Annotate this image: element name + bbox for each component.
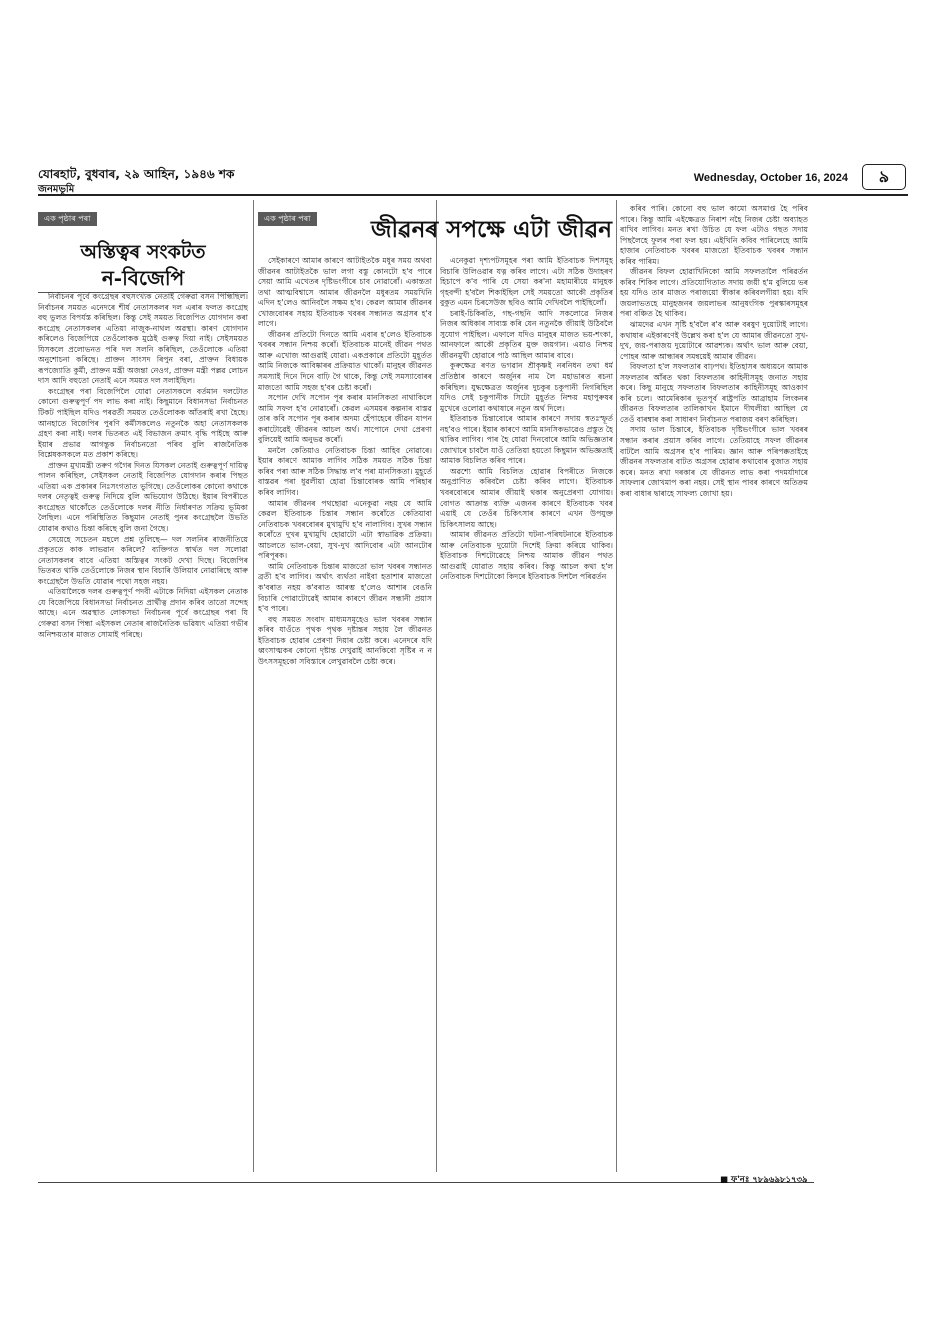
header-divider: [38, 194, 908, 196]
paragraph: সেইকাৰণে আমাৰ কাৰণে আটাইতকৈ মধুৰ সময় অথবা জীৱনৰ আটাইতকৈ ভাল লগা বস্তু কোনটো হ'ব পাৰে সেয়া আমি এখেতৰ দৃষ্টিভংগীৰে চাব নোৱাৰোঁ। একান্ততা তথা আত্মবিশ্বাসে আমাৰ জীৱনলৈ মধুৰতম সময়খিনি এদিন হ'লেও আনিবলৈ সক্ষম হ'ব। কেৱল আমাৰ জীৱনৰ খোজবোৰৰ সহায় ইতিবাচক খবৰৰ সন্ধানত অগ্ৰসৰ হ'ব লাগে।: [258, 256, 432, 329]
english-date: Wednesday, October 16, 2024: [693, 172, 848, 184]
paragraph: বহু সময়ত সংবাদ মাধ্যমসমূহেও ভাল খবৰৰ সন্ধান কৰিব যাওঁতে পৃথক পৃথক দৃষ্টান্তৰ সহায় লৈ জীৱনত ইতিবাচক হোৱাৰ প্ৰেৰণা দিয়াৰ চেষ্টা কৰে। এনেদৰে যদি ধ্বংসাত্মকৰ কোনো দৃষ্টান্ত দেখুৱাই আনকিবো সৃষ্টিৰ ন ন উৎসসমূহকো সবিস্তাৰে লেখুৱাবলৈ চেষ্টা কৰে।: [258, 614, 432, 666]
paragraph: ঝামদেৱ এখন সৃষ্টি হ'বলৈ ৰ'ব আৰু বৰষুণ দুয়োটাই লাগে। কথাষাৰ এইকাৰণেই উল্লেখ কৰা হ'ল যে আমাৰ জীৱনতো সুখ-দুখ, জয়-পৰাজয় দুয়োটাৰে আৱশ্যক। অৰ্থাৎ ভাল আৰু বেয়া, পোহৰ আৰু আন্ধাৰৰ সমন্বয়েই আমাৰ জীৱন।: [620, 320, 808, 361]
paragraph: মনলৈ কেতিয়াও নেতিবাচক চিন্তা আহিব নোৱাৰে। ইয়াৰ কাৰণে আমাক লাগিব সঠিক সময়ত সঠিক চিন্তা কৰিব পৰা আৰু সঠিক সিদ্ধান্ত ল'ব পৰা মানসিকতা। মুহূৰ্তে বাস্তৱৰ পৰা ধুৱলীয়া হোৱা চিন্তাবোৰক আমি পৰিহাৰ কৰিব লাগিব।: [258, 445, 432, 498]
page-number: ৯: [862, 164, 906, 190]
paragraph: জীৱনৰ বিফল হোৱাখিনিকো আমি সফলতালৈ পৰিৱৰ্তন কৰিব শিকিব লাগে। প্ৰতিযোগিতাত সদায় জয়ী হ'ম বুলিয়ে ভৰ হয় যদিও তাৰ মাজত পৰাজয়ো স্বীকাৰ কৰিবলগীয়া হয়। যদি জয়লাভতহে মানুহজনৰ জয়লাভৰ আনুষংগিক পুৰস্কাৰসমূহৰ পৰা বঞ্চিত হৈ থাকিব।: [620, 267, 808, 319]
main-article-column-2: [440, 256, 613, 1171]
column-divider: [616, 200, 617, 1172]
paragraph: সপোন দেখি সপোন পূৰ কৰাৰ মানসিকতা নাথাকিলে আমি সফল হ'ব নোৱাৰোঁ। কেৱল এসময়ৰ কল্পনাৰ বাস্তৱ তাৰ কবি সপোন পূৰ কৰাৰ অদম্য হেঁপাহেৰে জীৱন যাপন কৰাটোৱেই জীৱনৰ আচল অৰ্থ। সাপোনে দেখা প্ৰেৰণা বুলিয়েই আমি অনুভৱ কৰোঁ।: [258, 393, 432, 445]
paragraph: এতিয়ালৈকে দলৰ গুৰুত্বপূৰ্ণ পদবী এটাকে নিদিয়া এইসকল নেতাক যে বিজেপিয়ে বিধানসভা নিৰ্বাচনত প্ৰাৰ্থীত্ব প্ৰদান কৰিব তাতো সন্দেহ আছে। এনে অৱস্থাত লোকসভা নিৰ্বাচনৰ পূৰ্বে কংগ্ৰেছৰ পৰা যি গেৰুৱা বসন পিন্ধা এইসকল নেতাৰ ৰাজনৈতিক ভৱিষ্যৎ এতিয়া গভীৰ অনিশ্চয়তাৰ মাজত সোমাই পৰিছে।: [38, 587, 248, 639]
paragraph: সদায় ভাল চিন্তাৰে, ইতিবাচক দৃষ্টিভংগীৰে ভাল খবৰৰ সন্ধান কৰাৰ প্ৰয়াস কৰিব লাগে। তেতিয়াহে সফল জীৱনৰ বাটলৈ আমি অগ্ৰসৰ হ'ব পাৰিম। জ্ঞান আৰু পৰিপক্কতাইহে জীৱনৰ সফলতাৰ বাটত অগ্ৰসৰ হোৱাৰ কথাবোৰ বুজাত সহায় কৰে। মনত ৰখা দৰকাৰ যে জীৱনত লাভ কৰা পদমৰ্যাদাৰে সাফল্যৰ জোখমাপ কৰা নহয়। সেই স্থান পাবৰ কাৰণে অতিক্ৰম কৰা বাধাৰ দ্বাৰাহে সাফল্য জোখা হয়।: [620, 425, 808, 498]
main-article-column-1: [258, 256, 432, 1171]
page-header: [38, 160, 908, 195]
paragraph: আমাৰ জীৱনৰ পথছোৱা এনেকুৱা নহয় যে আমি কেৱল ইতিবাচক চিন্তাৰ সন্ধান কৰোঁতে কেতিয়াবা নেতিবাচক খবৰবোৰৰ মুখামুখি হ'ব নালাগিব। সুখৰ সন্ধান কৰোঁতে দুখৰ মুখামুখি হোৱাটো এটা স্বাভাৱিক প্ৰক্ৰিয়া। আচলতে ভাল-বেয়া, সুখ-দুখ আদিবোৰ এটা আনটোৰ পৰিপূৰক।: [258, 498, 432, 561]
paragraph: আমাৰ জীৱনত প্ৰতিটো ঘটনা-পৰিঘটনাৰে ইতিবাচক আৰু নেতিবাচক দুয়োটা দিশেই ক্ৰিয়া কৰিয়ে থাকিব। ইতিবাচক দিশটোৱেহে নিশ্চয় আমাক জীৱন পথত আগুৱাই যোৱাত সহায় কৰিব। কিন্তু আচল কথা হ'ল নেতিবাচক দিশটোকো কিদৰে ইতিবাচক দিশলৈ পৰিৱৰ্তন: [440, 530, 613, 582]
paragraph: নিৰ্বাচনৰ পূৰ্বে কংগ্ৰেছৰ বহুসংখ্যক নেতাই গেৰুৱা বসন পিন্ধিছিল। নিৰ্বাচনৰ সময়ত এনেদৰে শীৰ্ষ নেতাসকলৰ দল এৰাৰ ফলত কংগ্ৰেছ বহু ভুলত বিপৰ্যস্ত কৰিছিল। কিন্তু সেই সময়ত বিজেপিত যোগদান কৰা কংগ্ৰেছ নেতাসকলৰ এতিয়া নাজুক-নাথল অৱস্থা। কাৰণ যোগদান কৰিলেও বিজেপিয়ে তেওঁলোকক মুঠেই গুৰুত্ব দিয়া নাই। সেইসময়ত যিসকলে প্ৰলোভনত পৰি দল সলনি কৰিছিল, তেওঁলোকে এতিয়া অনুশোচনা কৰিছে। প্ৰাক্তন সাংসদ ৰিপুন বৰা, প্ৰাক্তন বিধায়ক ৰূপজ্যোতি কুৰ্মী, প্ৰাক্তন মন্ত্ৰী অজন্তা নেওগ, প্ৰাক্তন মন্ত্ৰী পল্লৱ লোচন দাস আদি বহুতো নেতাই এনে সময়ত দল সলাইছিল।: [38, 292, 248, 386]
paragraph: জীৱনৰ প্ৰতিটো দিনতে আমি এবাৰ হ'লেও ইতিবাচক খবৰৰ সন্ধান নিশ্চয় কৰোঁ। ইতিবাচক মানেই জীৱন পথত আৰু এখোজ আগুৱাই যোৱা। একপ্ৰকাৰে প্ৰতিটো মুহূৰ্তত আমি নিজকে আবিষ্কাৰৰ প্ৰক্ৰিয়াত থাকোঁ। মানুহৰ জীৱনত সমস্যাই দিনে দিনে বাঢ়ি গৈ থাকে, কিন্তু সেই সমস্যাবোৰৰ মাজতো আমি সহজ হ'বৰ চেষ্টা কৰোঁ।: [258, 329, 432, 392]
paragraph: কৰিব পাৰি। কোনো বহু ভাল কামো অসমাপ্ত হৈ পৰিব পাৰে। কিন্তু আমি এইক্ষেত্ৰত নিৰাশ নহৈ নিজৰ চেষ্টা অব্যাহত ৰাখিব লাগিব। মনত ৰখা উচিত যে ফল এটাও গছত সদায় পিছলৈহে ফুলৰ পৰা ফল হয়। এইখিনি কবিব পাৰিলেহে আমি হাজাৰ নেতিবাচক খবৰৰ মাজতো ইতিবাচক খবৰৰ সন্ধান কৰিব পাৰিম।: [620, 204, 808, 266]
masthead-logo: জনমভূমি: [38, 184, 75, 195]
paragraph: চৰাই-চিকিৰতি, গছ-গছনি আদি সকলোৱে নিজৰ নিজৰ অধিকাৰ সাব্যস্ত কৰি যেন নতুনকৈ জীয়াই উঠিবলৈ সুযোগ পাইছিল। এফালে যদিও মানুহৰ মাজত ভয়-শংকা, আনফালে আকৌ প্ৰকৃতিৰ মুক্ত জয়গান। এয়াও নিশ্চয় জীৱনমুখী হোৱাৰে পাঠ আছিল আমাৰ বাবে।: [440, 308, 613, 360]
paragraph: অৱশ্যে আমি বিচলিত হোৱাৰ বিপৰীতে নিজকে অনুপ্ৰাণিত কৰিবলৈ চেষ্টা কৰিব লাগে। ইতিবাচক খবৰবোৰৰে আমাৰ জীয়াই থকাৰ অনুপ্ৰেৰণা যোগায়। বোগত আক্ৰান্ত ব্যক্তি এজনৰ কাৰণে ইতিবাচক খবৰ এয়াই যে তেওঁৰ চিকিৎসাৰ কাৰণে এখন উপযুক্ত চিকিৎসালয় আছে।: [440, 466, 613, 529]
main-headline: জীৱনৰ সপক্ষে এটা জীৱন: [370, 215, 612, 243]
paragraph: কংগ্ৰেছৰ পৰা বিজেপিলৈ যোৱা নেতাসকলে বৰ্তমান দলটোত কোনো গুৰুত্বপূৰ্ণ পদ লাভ কৰা নাই। কিছুমানে বিধানসভা নিৰ্বাচনত টিকট পাইছিল যদিও পৰৱৰ্তী সময়ত তেওঁলোকক আঁতৰাই ৰখা হৈছে। আনহাতে বিজেপিৰ পুৰণি কৰ্মীসকলেও নতুনকৈ অহা নেতাসকলক গ্ৰহণ কৰা নাই। দলৰ ভিতৰত এই বিভাজন ক্ৰমাৎ বৃদ্ধি পাইছে আৰু ইয়াৰ প্ৰভাৱ আগন্তুক নিৰ্বাচনতো পৰিব বুলি ৰাজনৈতিক বিশ্লেষকসকলে মত প্ৰকাশ কৰিছে।: [38, 386, 248, 460]
headline-box: [258, 210, 612, 250]
main-article-column-3: [620, 204, 808, 1170]
paragraph: আমি নেতিবাচক চিন্তাৰ মাজতো ভাল খবৰৰ সন্ধানত ব্ৰতী হ'ব লাগিব। অৰ্থাৎ ব্যৰ্থতা নাইবা হতাশাৰ মাজতো ক'বৰাত নহয় ক'বৰাত আৰম্ভ হ'লেও আশাৰ বেঙনি বিচাৰি পোৱাটোৱেই আমাৰ কাৰণে জীৱন সন্ধানী প্ৰয়াস হ'ব পাৰে।: [258, 561, 432, 614]
paragraph: কুৰুক্ষেত্ৰ ৰণত ভগৱান শ্ৰীকৃষ্ণই নৰনিধন তথা ধৰ্ম প্ৰতিষ্ঠাৰ কাৰণে অৰ্জুনৰ নাম লৈ মহাভাৰত ৰচনা কৰিছিল। যুদ্ধক্ষেত্ৰত অৰ্জুনৰ দুচকুৰ চকুপানী নিগৰিছিল যদিও সেই চকুপানীক সিটো মুহূৰ্তত নিশ্চয় মহাপুৰুষৰ মুখেৰে ওলোৱা কথাষাৰে নতুন অৰ্থ দিলে।: [440, 361, 613, 413]
author-phone: ■ ফ'নঃ ৭৮৯৬৯৮১৭৩৯: [720, 1175, 808, 1185]
continued-tag: এক পৃষ্ঠাৰ পৰা: [38, 212, 97, 226]
continued-tag: এক পৃষ্ঠাৰ পৰা: [258, 212, 317, 226]
paragraph: সেয়েহে সচেতন মহলে প্ৰশ্ন তুলিছে— দল সলনিৰ ৰাজনীতিয়ে প্ৰকৃততে কাক লাভৱান কৰিলে? ব্যক্তিগত স্বাৰ্থত দল সলোৱা নেতাসকলৰ বাবে এতিয়া অস্তিত্বৰ সংকট দেখা দিছে। বিজেপিৰ ভিতৰত থাকি তেওঁলোকে নিজৰ স্থান বিচাৰি উলিয়াব নোৱাৰিছে আৰু কংগ্ৰেছলৈ উভতি যোৱাৰ পথো সহজ নহয়।: [38, 534, 248, 586]
paragraph: বিফলতা হ'ল সফলতাৰ বাঢ়পথ। ইতিহাসৰ অধ্যয়নে আমাক সফলতাৰ আঁৰত থকা বিফলতাৰ কাহিনীসমূহ জনাত সহায় কৰে। কিছু মানুহে সফলতাৰ বিফলতাৰ কাহিনীসমূহ আওকাণ কৰি চলে। আমেৰিকাৰ ভূতপূৰ্ব ৰাষ্ট্ৰপতি আব্ৰাহাম লিংকনৰ জীৱনত বিফলতাৰ তালিকাখন ইমানে দীঘলীয়া আছিল যে তেওঁ বাৰম্বাৰ কৰা সাধাৰণ নিৰ্বাচনত পৰাজয় বৰণ কৰিছিল।: [620, 362, 808, 424]
article-title-line1: অস্তিত্বৰ সংকটত: [80, 241, 206, 263]
column-divider: [253, 200, 254, 1172]
article-title-line2: ন-বিজেপি: [101, 266, 185, 290]
paragraph: ইতিবাচক চিন্তাবোৰে আমাৰ কাৰণে সদায় স্বতঃস্ফূৰ্ত নহ'বও পাৰে। ইয়াৰ কাৰণে আমি মানসিকভাৱেও প্ৰস্তুত হৈ থাকিব লাগিব। পাৰ হৈ যোৱা দিনবোৰে আমি অভিজ্ঞতাৰ জোখাৰে চাবলৈ যাওঁ তেতিয়া হয়তো কিছুমান অভিজ্ঞতাই আমাক বিচলিত কৰিব পাৰে।: [440, 414, 613, 466]
column-divider: [436, 200, 437, 1172]
paragraph: প্ৰাক্তন মুখ্যমন্ত্ৰী তৰুণ গগৈৰ দিনত যিসকল নেতাই গুৰুত্বপূৰ্ণ দায়িত্ব পালন কৰিছিল, সেইসকল নেতাই বিজেপিত যোগদান কৰাৰ পিছত এতিয়া এক প্ৰকাৰৰ নিঃসংগতাত ভুগিছে। তেওঁলোকৰ কোনো কথাকে দলৰ নেতৃত্বই গুৰুত্ব নিদিয়ে বুলি অভিযোগ উঠিছে। ইয়াৰ বিপৰীতে কংগ্ৰেছত থাকোঁতে তেওঁলোকে দলৰ নীতি নিৰ্ধাৰণত সক্ৰিয় ভূমিকা লৈছিল। এনে পৰিস্থিতিত কিছুমান নেতাই পুনৰ কংগ্ৰেছলৈ উভতি যোৱাৰ কথাও চিন্তা কৰিছে বুলি জনা গৈছে।: [38, 460, 248, 534]
paragraph: এনেকুৱা দৃশ্যপটসমূহৰ পৰা আমি ইতিবাচক দিশসমূহ বিচাৰি উলিওৱাৰ যত্ন কৰিব লাগে। এটা সঠিক উদাহৰণ হিচাপে ক'ব পাৰি যে সেয়া কৰ'না মহামাৰীয়ে মানুহক গৃহবন্দী হ'বলৈ শিকাইছিল সেই সময়তো আকৌ প্ৰকৃতিৰ বুকুত এমন চিৰসেউজ ছবিও আমি দেখিবলৈ পাইছিলোঁ।: [440, 256, 613, 308]
left-article-body: [38, 292, 248, 1185]
dateline: যোৰহাট, বুধবাৰ, ২৯ আহিন, ১৯৪৬ শক: [38, 167, 235, 181]
